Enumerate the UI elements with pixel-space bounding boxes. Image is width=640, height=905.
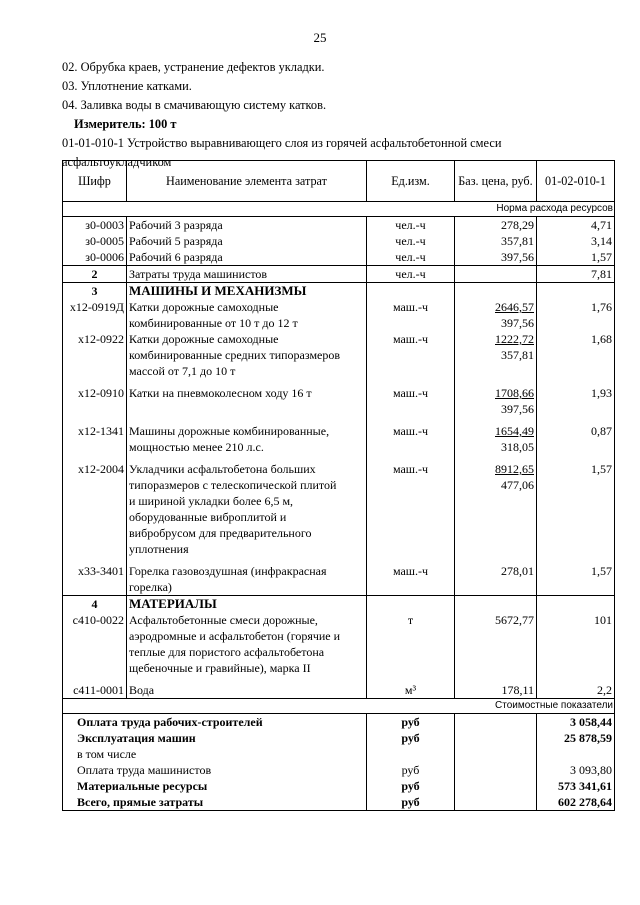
name-line: теплые для пористого асфальтобетона — [129, 645, 325, 659]
table-header-row — [63, 161, 615, 202]
cell-unit: маш.-ч — [367, 563, 455, 596]
cost-band: Стоимостные показатели — [63, 699, 615, 714]
machinist-labor-row — [63, 266, 615, 283]
total-unit: руб — [367, 714, 455, 731]
total-row — [63, 762, 615, 778]
cell-code: х12-1341 — [63, 423, 127, 455]
cell-name: Рабочий 3 разряда — [127, 217, 367, 234]
total-label: в том числе — [63, 746, 367, 762]
total-value: 25 878,59 — [537, 730, 615, 746]
total-unit: руб — [367, 778, 455, 794]
intro-block — [62, 58, 622, 172]
section-title: МАШИНЫ И МЕХАНИЗМЫ — [127, 283, 367, 300]
name-line: Укладчики асфальтобетона больших — [129, 462, 316, 476]
work-code-title-cont: асфальтоукладчиком — [62, 155, 172, 169]
table-row — [63, 249, 615, 266]
total-value — [537, 746, 615, 762]
name-line: типоразмеров с телескопической плитой — [129, 478, 337, 492]
step-03: 03. Уплотнение катками. — [62, 79, 192, 93]
table-row — [63, 461, 615, 557]
cell-unit: маш.-ч — [367, 299, 455, 331]
cell-unit: чел.-ч — [367, 266, 455, 283]
name-line: Горелка газовоздушная (инфракрасная — [129, 564, 327, 578]
name-line: Вода — [129, 683, 155, 697]
resource-table — [62, 160, 615, 811]
total-label: Эксплуатация машин — [63, 730, 367, 746]
name-line: оборудованные виброплитой и — [129, 510, 287, 524]
cell-code: х12-2004 — [63, 461, 127, 557]
cell-price: 278,01 — [455, 563, 537, 596]
section-number: 3 — [63, 283, 127, 300]
table-row — [63, 612, 615, 676]
table-row — [63, 217, 615, 234]
table-row — [63, 299, 615, 331]
cell-name — [127, 461, 367, 557]
total-label: Оплата труда машинистов — [63, 762, 367, 778]
cell-norm: 101 — [537, 612, 615, 676]
price-machinist: 477,06 — [501, 478, 534, 492]
cell-name — [127, 612, 367, 676]
header-unit: Ед.изм. — [367, 161, 455, 202]
name-line: комбинированные средних типоразмеров — [129, 348, 341, 362]
cell-unit: чел.-ч — [367, 249, 455, 266]
cell-code: з0-0006 — [63, 249, 127, 266]
name-line: Катки на пневмоколесном ходу 16 т — [129, 386, 312, 400]
price-main: 8912,65 — [495, 462, 534, 476]
name-line: массой от 7,1 до 10 т — [129, 364, 236, 378]
cell-price: 278,29 — [455, 217, 537, 234]
cell-norm: 0,87 — [537, 423, 615, 455]
cell-norm: 1,57 — [537, 461, 615, 557]
price-main: 2646,57 — [495, 300, 534, 314]
cell-name — [127, 682, 367, 699]
name-line: и шириной укладки более 6,5 м, — [129, 494, 294, 508]
cell-name — [127, 299, 367, 331]
norm-band: Норма расхода ресурсов — [63, 202, 615, 217]
cell-norm: 7,81 — [537, 266, 615, 283]
cell-unit: чел.-ч — [367, 233, 455, 249]
cell-unit: маш.-ч — [367, 461, 455, 557]
total-row — [63, 794, 615, 811]
cell-norm: 1,57 — [537, 563, 615, 596]
total-value: 3 058,44 — [537, 714, 615, 731]
total-row — [63, 730, 615, 746]
name-line: Катки дорожные самоходные — [129, 332, 279, 346]
total-value: 602 278,64 — [537, 794, 615, 811]
name-line: Машины дорожные комбинированные, — [129, 424, 330, 438]
cell-norm: 3,14 — [537, 233, 615, 249]
cell-name — [127, 423, 367, 455]
cell-unit: маш.-ч — [367, 385, 455, 417]
total-row — [63, 714, 615, 731]
total-row — [63, 746, 615, 762]
table-row — [63, 233, 615, 249]
cell-price — [455, 266, 537, 283]
cell-code: х33-3401 — [63, 563, 127, 596]
cell-price — [455, 461, 537, 557]
cell-norm: 1,93 — [537, 385, 615, 417]
norm-band-row — [63, 202, 615, 217]
total-unit: руб — [367, 730, 455, 746]
cell-price: 397,56 — [455, 249, 537, 266]
total-unit: руб — [367, 762, 455, 778]
price-machinist: 397,56 — [501, 402, 534, 416]
cell-code: х12-0910 — [63, 385, 127, 417]
name-line: аэродромные и асфальтобетон (горячие и — [129, 629, 341, 643]
total-unit — [367, 746, 455, 762]
cell-unit: чел.-ч — [367, 217, 455, 234]
name-line: вибробрусом для предварительного — [129, 526, 312, 540]
table-row — [63, 423, 615, 455]
name-line: Асфальтобетонные смеси дорожные, — [129, 613, 318, 627]
cell-price — [455, 299, 537, 331]
total-label: Материальные ресурсы — [63, 778, 367, 794]
cell-name — [127, 385, 367, 417]
price-machinist: 318,05 — [501, 440, 534, 454]
price-main: 1654,49 — [495, 424, 534, 438]
cell-name — [127, 331, 367, 379]
cell-code: 2 — [63, 266, 127, 283]
cell-name: Рабочий 5 разряда — [127, 233, 367, 249]
header-code: Шифр — [63, 161, 127, 202]
name-line: уплотнения — [129, 542, 189, 556]
header-name: Наименование элемента затрат — [127, 161, 367, 202]
name-line: Катки дорожные самоходные — [129, 300, 279, 314]
header-norm-code: 01-02-010-1 — [537, 161, 615, 202]
total-label: Всего, прямые затраты — [63, 794, 367, 811]
cell-unit: маш.-ч — [367, 423, 455, 455]
cell-code: с410-0022 — [63, 612, 127, 676]
cost-band-row — [63, 699, 615, 714]
cell-name: Рабочий 6 разряда — [127, 249, 367, 266]
cell-unit: м³ — [367, 682, 455, 699]
price-machinist: 397,56 — [501, 316, 534, 330]
cell-norm: 1,68 — [537, 331, 615, 379]
header-price: Баз. цена, руб. — [455, 161, 537, 202]
cell-price: 357,81 — [455, 233, 537, 249]
measurement-unit: Измеритель: 100 т — [74, 117, 177, 131]
table-row — [63, 563, 615, 596]
cell-norm: 1,57 — [537, 249, 615, 266]
page-number: 25 — [313, 30, 327, 45]
total-value: 573 341,61 — [537, 778, 615, 794]
work-code-title: 01-01-010-1 Устройство выравнивающего слоя из горячей асфальтобетонной смеси — [62, 136, 502, 150]
table-row — [63, 385, 615, 417]
cell-unit: маш.-ч — [367, 331, 455, 379]
name-line: мощностью менее 210 л.с. — [129, 440, 264, 454]
name-line: щебеночные и гравийные), марка II — [129, 661, 311, 675]
cell-unit: т — [367, 612, 455, 676]
cell-code: з0-0005 — [63, 233, 127, 249]
cell-price — [455, 331, 537, 379]
total-label: Оплата труда рабочих-строителей — [63, 714, 367, 731]
table-row — [63, 682, 615, 699]
total-value: 3 093,80 — [537, 762, 615, 778]
step-04: 04. Заливка воды в смачивающую систему катков. — [62, 98, 327, 112]
cell-norm: 4,71 — [537, 217, 615, 234]
name-line: горелка) — [129, 580, 172, 594]
table-row — [63, 331, 615, 379]
section-machines-header — [63, 283, 615, 300]
cell-name: Затраты труда машинистов — [127, 266, 367, 283]
section-number: 4 — [63, 596, 127, 613]
cell-code: х12-0919Д — [63, 299, 127, 331]
cell-price: 5672,77 — [455, 612, 537, 676]
cell-code: с411-0001 — [63, 682, 127, 699]
name-line: комбинированные от 10 т до 12 т — [129, 316, 298, 330]
cell-price: 178,11 — [455, 682, 537, 699]
cell-code: з0-0003 — [63, 217, 127, 234]
total-unit: руб — [367, 794, 455, 811]
price-main: 1222,72 — [495, 332, 534, 346]
cell-code: х12-0922 — [63, 331, 127, 379]
cell-norm: 1,76 — [537, 299, 615, 331]
cell-norm: 2,2 — [537, 682, 615, 699]
section-materials-header — [63, 596, 615, 613]
price-machinist: 357,81 — [501, 348, 534, 362]
total-row — [63, 778, 615, 794]
cell-name — [127, 563, 367, 596]
step-02: 02. Обрубка краев, устранение дефектов укладки. — [62, 60, 325, 74]
cell-price — [455, 385, 537, 417]
cell-price — [455, 423, 537, 455]
price-main: 1708,66 — [495, 386, 534, 400]
section-title: МАТЕРИАЛЫ — [127, 596, 367, 613]
